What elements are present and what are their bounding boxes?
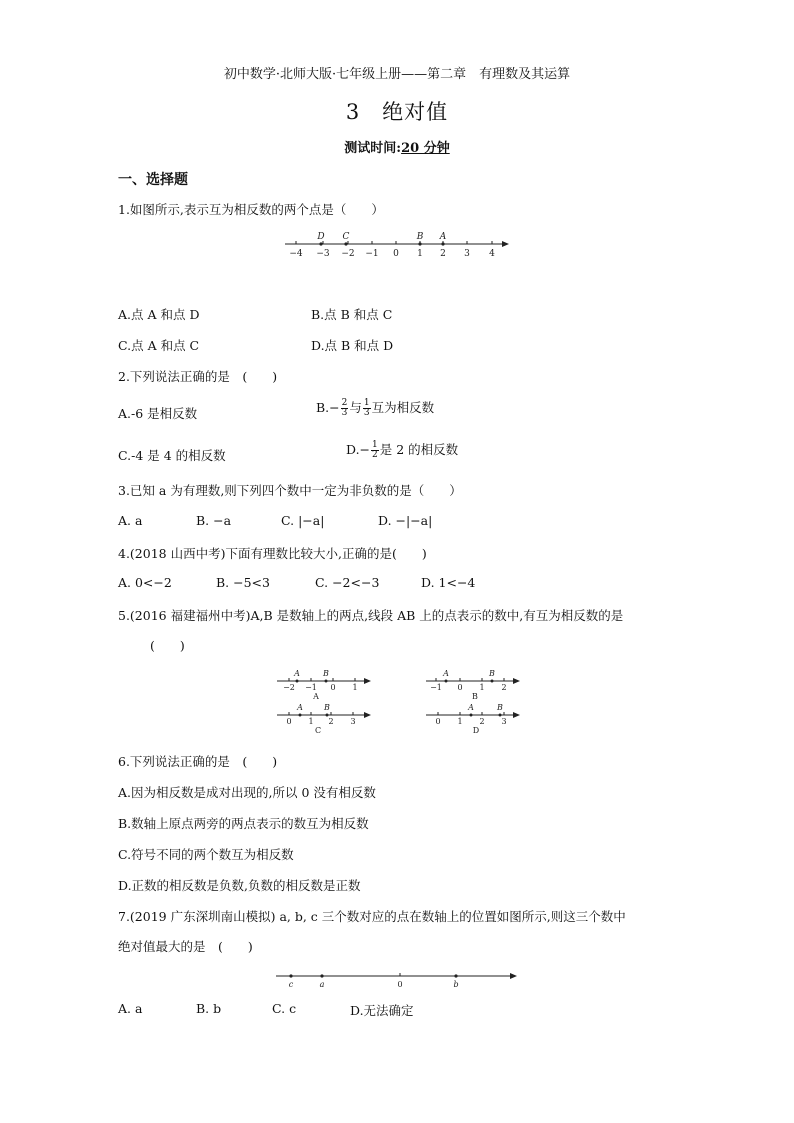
test-time [0,137,794,156]
q3-stem: 3.已知 a 为有理数,则下列四个数中一定为非负数的是（ ） [118,483,462,498]
q7-option-c: C. c [272,1001,297,1016]
q1-tick: −3 [316,249,330,259]
q2-d-prefix: D.− [346,442,371,457]
q7-option-a: A. a [118,1001,143,1016]
q2-b-suffix: 互为相反数 [371,400,435,415]
q1-point: B [416,232,424,242]
point-label: B [489,669,495,678]
q2-b-prefix: B.− [316,400,340,415]
fraction [341,399,349,418]
q2-option-b [316,398,434,418]
tick: −1 [305,683,317,692]
q2-b-mid: 与 [349,400,362,415]
q5-figure-b [424,666,524,700]
q4-stem: 4.(2018 山西中考)下面有理数比较大小,正确的是( ) [118,546,427,561]
denominator: 3 [341,408,348,418]
q1-tick: 3 [464,249,470,259]
numerator: 1 [363,398,370,408]
q1-tick: −2 [341,249,355,259]
q5-figure-a [275,666,375,700]
point-label: B [497,703,503,712]
q1-point: D [317,232,325,242]
q4-option-d: D. 1<−4 [421,575,476,590]
q6-stem: 6.下列说法正确的是 ( ) [118,754,278,769]
q1-number-line [280,228,515,262]
figure-label: C [314,726,322,735]
tick: 3 [350,717,356,726]
denominator: 2 [372,450,378,460]
q5-paren: ( ) [150,638,185,653]
tick: 2 [328,717,334,726]
q1-point: A [439,232,447,242]
numerator: 2 [341,398,348,408]
q7-stem-line2: 绝对值最大的是 ( ) [118,939,253,954]
point-label: B [323,669,329,678]
q7-stem-line1: 7.(2019 广东深圳南山模拟) a, b, c 三个数对应的点在数轴上的位置如图所示,则这三个数中 [118,909,626,924]
figure-label: A [313,692,319,700]
q7-option-d: D.无法确定 [350,1003,414,1018]
figure-label: B [472,692,478,700]
tick: −2 [283,683,295,692]
point-label: a [319,980,325,989]
point-label: b [453,980,459,989]
point-label: B [324,703,330,712]
fraction [363,399,371,418]
tick: 2 [479,717,485,726]
q3-option-c: C. |−a| [281,513,325,528]
tick: 1 [352,683,358,692]
tick: 2 [501,683,507,692]
q6-option-d: D.正数的相反数是负数,负数的相反数是正数 [118,878,361,893]
page-header: 初中数学·北师大版·七年级上册——第二章 有理数及其运算 [223,67,571,82]
q1-point: C [342,232,350,242]
page-title: 3 绝对值 [345,100,449,124]
tick: 1 [308,717,314,726]
tick: 0 [286,717,292,726]
q2-option-c: C.-4 是 4 的相反数 [118,448,226,463]
tick: 0 [435,717,441,726]
q1-option-a: A.点 A 和点 D [118,307,200,322]
q2-option-d [346,440,458,460]
q1-tick: 4 [489,249,495,259]
point-label: A [468,703,474,712]
q1-tick: 2 [440,249,446,259]
q1-tick: −1 [365,249,379,259]
numerator: 1 [372,440,378,450]
q2-d-suffix: 是 2 的相反数 [379,442,459,457]
q2-stem: 2.下列说法正确的是 ( ) [118,369,278,384]
time-label: 测试时间: [344,141,402,156]
tick: 0 [457,683,463,692]
q4-option-a: A. 0<−2 [118,575,172,590]
tick: 3 [501,717,507,726]
tick: 0 [330,683,336,692]
tick: 1 [479,683,485,692]
q1-option-d: D.点 B 和点 D [311,338,394,353]
point-label: A [443,669,449,678]
time-value: 20 分钟 [401,141,450,156]
q1-tick: 1 [417,249,423,259]
q1-stem: 1.如图所示,表示互为相反数的两个点是（ ） [118,202,384,217]
q3-option-b: B. −a [196,513,232,528]
q5-figure-c [275,700,375,736]
q1-option-b: B.点 B 和点 C [311,307,393,322]
q3-option-a: A. a [118,513,143,528]
q6-option-b: B.数轴上原点两旁的两点表示的数互为相反数 [118,816,369,831]
q3-option-d: D. −|−a| [378,513,433,528]
fraction [371,441,379,460]
point-label: A [294,669,300,678]
q1-tick: −4 [289,249,303,259]
origin-label: 0 [397,980,403,989]
denominator: 3 [363,408,370,418]
q4-option-b: B. −5<3 [216,575,270,590]
q6-option-c: C.符号不同的两个数互为相反数 [118,847,294,862]
q7-option-b: B. b [196,1001,222,1016]
figure-label: D [472,726,480,735]
q6-option-a: A.因为相反数是成对出现的,所以 0 没有相反数 [118,785,376,800]
tick: −1 [430,683,442,692]
q4-option-c: C. −2<−3 [315,575,380,590]
q7-number-line [272,966,522,992]
q1-option-c: C.点 A 和点 C [118,338,200,353]
point-label: c [288,980,294,989]
point-label: A [297,703,303,712]
q2-option-a: A.-6 是相反数 [118,406,198,421]
tick: 1 [457,717,463,726]
q5-stem: 5.(2016 福建福州中考)A,B 是数轴上的两点,线段 AB 上的点表示的数中,有互为相反数的是 [118,608,624,623]
q1-tick: 0 [393,249,399,259]
q5-figure-d [424,700,524,736]
section-heading: 一、选择题 [118,172,188,188]
